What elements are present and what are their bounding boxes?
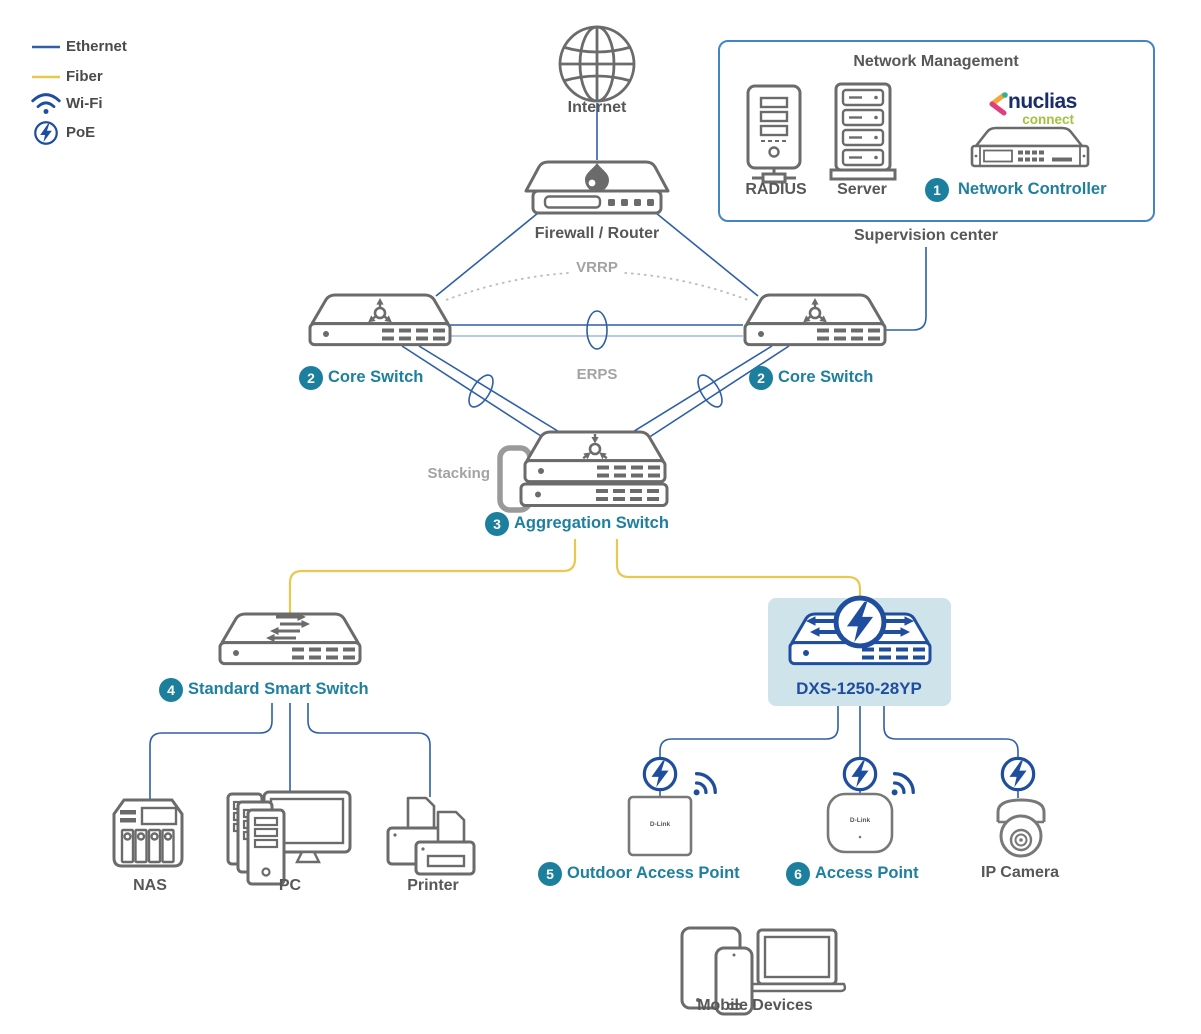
wifi-signal-icon (694, 774, 716, 796)
radius-server-icon (748, 86, 800, 182)
aggregation-switch-label: Aggregation Switch (514, 514, 669, 532)
internet-globe-icon (560, 27, 634, 101)
link-supervision-core (886, 247, 926, 330)
outdoor-access-point-label: Outdoor Access Point (567, 864, 740, 882)
outdoor-access-point-icon (629, 797, 691, 855)
pc-label: PC (278, 877, 302, 894)
link-smart-printer (308, 703, 430, 797)
fiber-links (290, 539, 860, 613)
network-controller-label: Network Controller (958, 180, 1107, 198)
vrrp-dotted-link (446, 272, 748, 300)
nas-label: NAS (133, 877, 167, 894)
pc-icon (228, 792, 350, 884)
link-coreL-agg-b (419, 346, 561, 433)
poe-icon (1002, 758, 1033, 789)
badge-6: 6 (786, 862, 810, 886)
poe-icon (644, 758, 675, 789)
ip-camera-icon (998, 800, 1044, 856)
legend (32, 47, 60, 144)
badge-1: 1 (925, 178, 949, 202)
legend-label-wifi: Wi-Fi (66, 95, 103, 112)
legend-label-ethernet: Ethernet (66, 38, 127, 55)
wifi-icon (33, 95, 60, 114)
link-coreR-agg-a (648, 346, 789, 438)
dlink-wordmark: D-Link (849, 817, 871, 824)
network-management-title: Network Management (853, 53, 1019, 70)
nuclias-wordmark: nuclias (1008, 90, 1077, 113)
link-agg-dxs-fiber (617, 539, 860, 598)
printer-label: Printer (407, 877, 459, 894)
link-dxs-outdoor-ap (660, 706, 838, 797)
network-controller-icon (972, 128, 1088, 166)
link-dxs-camera (884, 706, 1018, 798)
internet-label: Internet (567, 99, 627, 116)
badge-4: 4 (159, 678, 183, 702)
link-agg-smart-fiber (290, 539, 575, 613)
aggregation-switch-bottom-icon (521, 484, 667, 506)
core-switch-left-label: Core Switch (328, 368, 424, 386)
lag-ellipse-center (587, 311, 607, 349)
link-firewall-core-left (436, 213, 538, 296)
erps-label: ERPS (576, 366, 618, 383)
server-label: Server (837, 181, 887, 198)
badge-3: 3 (485, 512, 509, 536)
poe-icon (844, 758, 875, 789)
link-coreL-agg-a (402, 346, 544, 438)
printer-icon (388, 798, 474, 874)
supervision-center-label: Supervision center (853, 227, 999, 244)
wifi-signal-icon (892, 774, 914, 796)
link-smart-nas (150, 703, 272, 800)
mobile-devices-label: Mobile Devices (697, 997, 813, 1014)
legend-label-poe: PoE (66, 124, 96, 141)
nas-icon (114, 800, 182, 866)
link-firewall-core-right (656, 213, 758, 296)
legend-label-fiber: Fiber (66, 68, 103, 85)
firewall-router-icon (526, 162, 668, 213)
vrrp-label: VRRP (571, 259, 623, 276)
poe-icon (836, 598, 884, 646)
poe-icon (35, 122, 56, 143)
stacking-label: Stacking (427, 465, 490, 482)
core-switch-right-label: Core Switch (778, 368, 874, 386)
dxs-model-label: DXS-1250-28YP (796, 679, 922, 698)
server-icon (831, 84, 895, 179)
ip-camera-label: IP Camera (981, 864, 1059, 881)
badge-5: 5 (538, 862, 562, 886)
access-point-label: Access Point (815, 864, 919, 882)
dlink-wordmark: D-Link (649, 821, 671, 828)
nuclias-logo-chevron (992, 92, 1008, 113)
firewall-label: Firewall / Router (534, 225, 660, 242)
badge-2: 2 (299, 366, 323, 390)
smart-switch-label: Standard Smart Switch (188, 680, 369, 698)
nuclias-connect-wordmark: connect (1022, 112, 1074, 127)
link-coreR-agg-b (631, 346, 772, 433)
lag-ellipses (464, 311, 726, 411)
badge-2: 2 (749, 366, 773, 390)
radius-label: RADIUS (745, 181, 807, 198)
access-point-icon (828, 794, 892, 852)
